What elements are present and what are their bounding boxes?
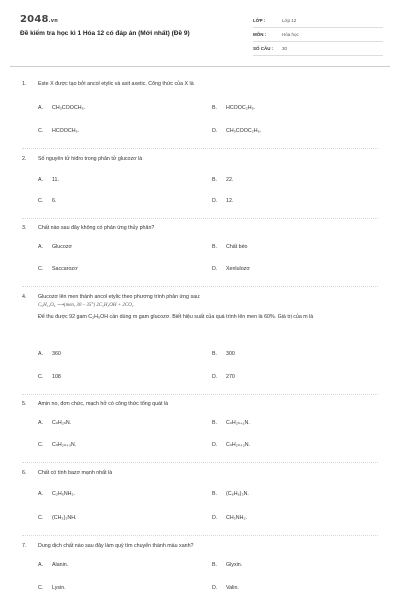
reaction-equation: C₆H₁₂O₆ ⟶(men, 30 – 35°) 2C₂H₅OH + 2CO₂ [38, 303, 134, 308]
question-2 [22, 155, 392, 163]
question-5 [22, 400, 392, 408]
question-text: Chất nào sau đây không có phản ứng thủy phân? [38, 225, 155, 231]
question-number: 7. [22, 543, 27, 549]
question-text: Dung dịch chất nào sau đây làm quỳ tím chuyển thành màu xanh? [38, 543, 194, 549]
option-d[interactable] [212, 584, 239, 592]
option-text: HCOOCH₃. [52, 128, 80, 134]
option-b[interactable] [212, 419, 250, 427]
meta-value: 30 [282, 46, 288, 51]
logo-suffix: .vn [48, 18, 58, 24]
option-a[interactable] [38, 350, 61, 358]
question-separator [22, 394, 378, 395]
option-label: D. [212, 374, 218, 380]
question-7 [22, 542, 392, 550]
exam-meta [253, 14, 383, 56]
option-label: D. [212, 442, 218, 448]
option-label: B. [212, 491, 218, 497]
option-text: CH₃COOCH₃. [52, 105, 86, 111]
option-d[interactable] [212, 441, 250, 449]
option-text: Saccarozơ [52, 266, 78, 272]
option-d[interactable] [212, 373, 235, 381]
option-a[interactable] [38, 490, 75, 498]
option-text: Chất béo [226, 244, 248, 250]
option-c[interactable] [38, 265, 78, 273]
option-label: A. [38, 562, 44, 568]
question-separator [22, 218, 378, 219]
option-a[interactable] [38, 419, 71, 427]
option-label: B. [212, 562, 218, 568]
question-separator [22, 148, 378, 149]
option-c[interactable] [38, 441, 76, 449]
option-text: HCOOC₂H₅. [226, 105, 256, 111]
meta-key: MÔN : [253, 32, 267, 37]
option-label: A. [38, 351, 44, 357]
option-text: Alanin. [52, 562, 69, 568]
question-text: Glucozơ lên men thành ancol etylic theo phương trình phản ứng sau: [38, 294, 201, 300]
option-c[interactable] [38, 197, 56, 205]
option-text: CₙH₂ₙ₊₂N. [226, 442, 251, 448]
option-text: CₙH₂ₙ₊₃N. [52, 442, 77, 448]
option-text: 300 [226, 351, 235, 357]
option-label: B. [212, 177, 218, 183]
option-text: (CH₃)₂NH. [52, 515, 77, 521]
question-text: Số nguyên tử hiđro trong phân tử glucozơ là [38, 156, 143, 162]
option-label: A. [38, 244, 44, 250]
option-text: (C₆H₅)₃N. [226, 491, 249, 497]
question-number: 6. [22, 470, 27, 476]
option-text: Glucozơ [52, 244, 72, 250]
question-text: Este X được tạo bởi ancol etylic và axit axetic. Công thức của X là [38, 81, 194, 87]
option-text: Lysin. [52, 585, 66, 591]
option-text: C₂H₅NH₂. [52, 491, 76, 497]
question-separator [22, 462, 378, 463]
option-text: CH₃COOC₂H₅. [226, 128, 262, 134]
option-label: B. [212, 420, 218, 426]
option-label: C. [38, 442, 44, 448]
question-1 [22, 80, 392, 88]
question-4 [22, 293, 392, 301]
site-logo[interactable] [20, 14, 58, 25]
option-b[interactable] [212, 350, 235, 358]
meta-value: Hóa học [282, 32, 299, 37]
option-a[interactable] [38, 243, 72, 251]
option-text: 22. [226, 177, 234, 183]
option-text: 6. [52, 198, 57, 204]
option-label: C. [38, 515, 44, 521]
option-label: C. [38, 128, 44, 134]
option-label: C. [38, 585, 44, 591]
question-text: Chất có tính bazơ mạnh nhất là [38, 470, 113, 476]
question-3 [22, 224, 392, 232]
option-text: 270 [226, 374, 235, 380]
option-b[interactable] [212, 243, 248, 251]
question-separator [22, 535, 378, 536]
option-b[interactable] [212, 104, 255, 112]
option-label: B. [212, 244, 218, 250]
option-label: D. [212, 266, 218, 272]
option-b[interactable] [212, 176, 233, 184]
option-label: D. [212, 198, 218, 204]
option-label: B. [212, 351, 218, 357]
option-label: D. [212, 515, 218, 521]
option-d[interactable] [212, 197, 233, 205]
option-label: D. [212, 585, 218, 591]
question-text: Amin no, đơn chức, mạch hở có công thức tổng quát là [38, 401, 169, 407]
meta-row-subject [253, 28, 383, 42]
option-text: CₙH₂ₙN. [52, 420, 72, 426]
option-b[interactable] [212, 561, 242, 569]
option-text: Glyxin. [226, 562, 243, 568]
option-text: Xenlulozơ [226, 266, 250, 272]
option-a[interactable] [38, 104, 85, 112]
question-extra-text: Để thu được 92 gam C₂H₅OH cần dùng m gam glucozơ. Biết hiệu suất của quá trình lên men là 60%. Giá trị của m là [38, 314, 314, 320]
option-text: 11. [52, 177, 59, 183]
option-d[interactable] [212, 265, 250, 273]
meta-row-count [253, 42, 383, 56]
option-text: CH₃NH₂. [226, 515, 247, 521]
option-c[interactable] [38, 373, 61, 381]
question-number: 1. [22, 81, 27, 87]
question-number: 4. [22, 294, 27, 300]
question-6 [22, 469, 392, 477]
option-text: CₙH₂ₙ₊₁N. [226, 420, 250, 426]
option-c[interactable] [38, 514, 77, 522]
option-label: C. [38, 374, 44, 380]
option-text: 108 [52, 374, 61, 380]
option-label: D. [212, 128, 218, 134]
option-label: C. [38, 198, 44, 204]
option-label: C. [38, 266, 44, 272]
option-text: Valin. [226, 585, 239, 591]
meta-value: Lớp 12 [282, 18, 297, 23]
option-a[interactable] [38, 561, 68, 569]
option-a[interactable] [38, 176, 59, 184]
meta-row-class [253, 14, 383, 28]
option-label: A. [38, 105, 44, 111]
option-d[interactable] [212, 127, 261, 135]
option-label: A. [38, 420, 44, 426]
option-d[interactable] [212, 514, 247, 522]
option-label: A. [38, 491, 44, 497]
option-b[interactable] [212, 490, 249, 498]
header-divider [10, 66, 390, 67]
option-text: 12. [226, 198, 234, 204]
logo-text: 2048 [20, 14, 49, 25]
question-number: 3. [22, 225, 27, 231]
option-c[interactable] [38, 127, 79, 135]
option-label: A. [38, 177, 44, 183]
question-number: 5. [22, 401, 27, 407]
meta-key: LỚP : [253, 18, 266, 23]
exam-title: Đề kiểm tra học kì 1 Hóa 12 có đáp án (Mới nhất) (Đề 9) [20, 30, 190, 37]
option-label: B. [212, 105, 218, 111]
option-text: 360 [52, 351, 61, 357]
question-number: 2. [22, 156, 27, 162]
option-c[interactable] [38, 584, 66, 592]
question-separator [22, 286, 378, 287]
meta-key: SỐ CÂU : [253, 46, 274, 51]
